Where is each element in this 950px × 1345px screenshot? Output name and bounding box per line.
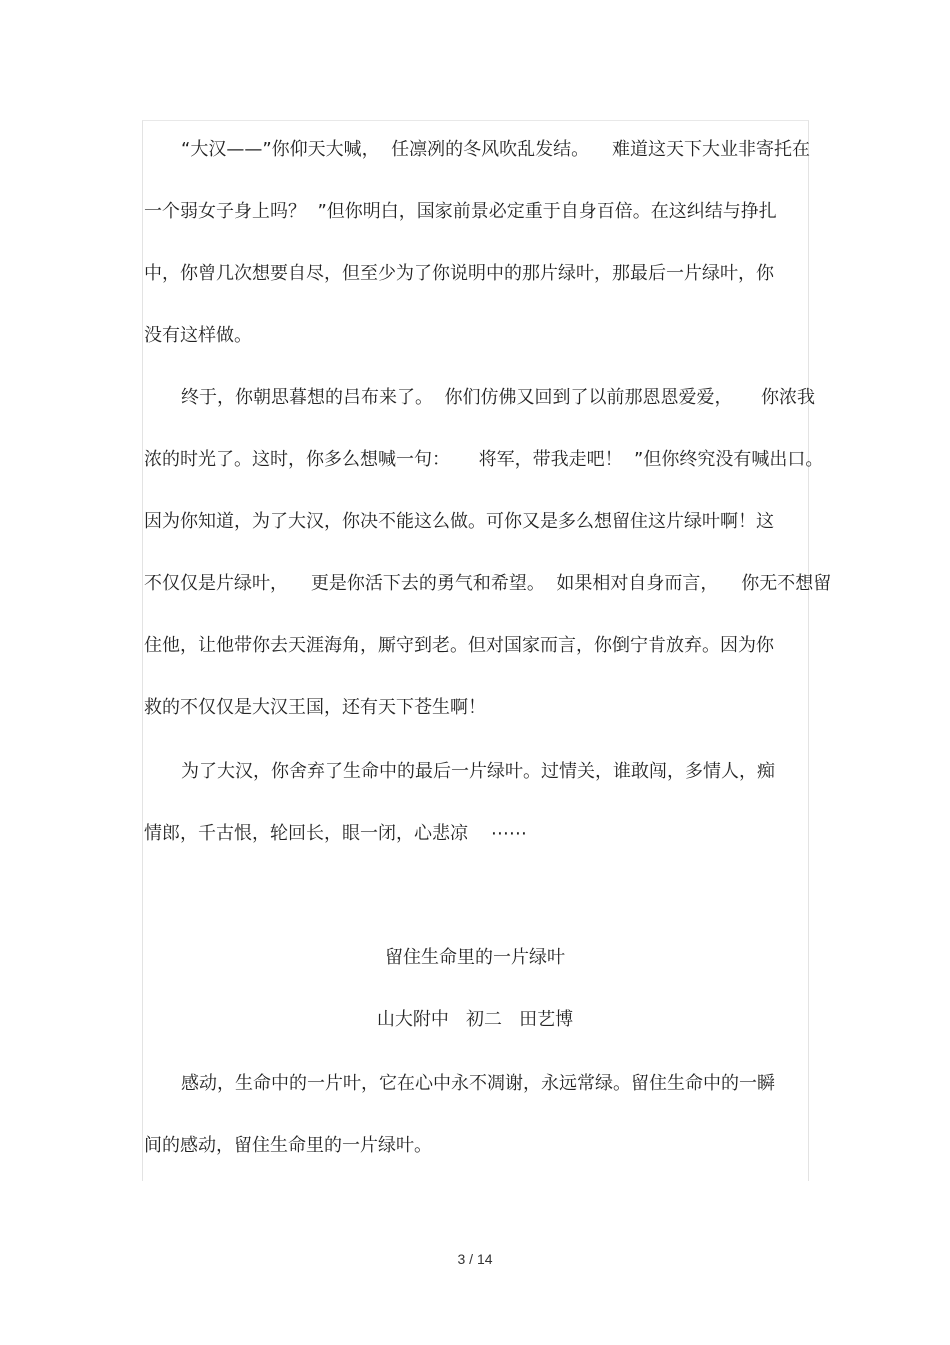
essay-author: 山大附中 初二 田艺博 [376,1009,574,1030]
paragraph-2-line-3: 因为你知道，为了大汉，你决不能这么做。可你又是多么想留住这片绿叶啊！这 [144,511,774,532]
paragraph-2-line-4: 不仅仅是片绿叶， 更是你活下去的勇气和希望。 如果相对自身而言， 你无不想留 [144,573,832,594]
paragraph-1-line-4: 没有这样做。 [144,325,252,346]
paragraph-4-line-2: 间的感动，留住生命里的一片绿叶。 [144,1135,432,1156]
page-number: 3 / 14 [457,1251,493,1267]
paragraph-2-line-1: 终于，你朝思暮想的吕布来了。 你们仿佛又回到了以前那恩恩爱爱， 你浓我 [181,387,816,408]
paragraph-3-line-1: 为了大汉，你舍弃了生命中的最后一片绿叶。过情关，谁敢闯，多情人，痴 [181,761,775,782]
paragraph-1-line-2: 一个弱女子身上吗？ ”但你明白，国家前景必定重于自身百倍。在这纠结与挣扎 [144,201,777,222]
paragraph-2-line-2: 浓的时光了。这时，你多么想喊一句： 将军，带我走吧！ ”但你终究没有喊出口。 [144,449,824,470]
paragraph-3-line-2: 情郎，千古恨，轮回长，眼一闭，心悲凉 ⋯⋯ [144,823,527,844]
paragraph-1-line-1: “大汉——”你仰天大喊， 任凛冽的冬风吹乱发结。 难道这天下大业非寄托在 [181,139,810,160]
paragraph-2-line-5: 住他，让他带你去天涯海角，厮守到老。但对国家而言，你倒宁肯放弃。因为你 [144,635,774,656]
paragraph-4-line-1: 感动，生命中的一片叶，它在心中永不凋谢，永远常绿。留住生命中的一瞬 [181,1073,775,1094]
paragraph-1-line-3: 中，你曾几次想要自尽，但至少为了你说明中的那片绿叶，那最后一片绿叶，你 [144,263,774,284]
essay-title: 留住生命里的一片绿叶 [385,947,565,968]
paragraph-2-line-6: 救的不仅仅是大汉王国，还有天下苍生啊！ [144,697,486,718]
